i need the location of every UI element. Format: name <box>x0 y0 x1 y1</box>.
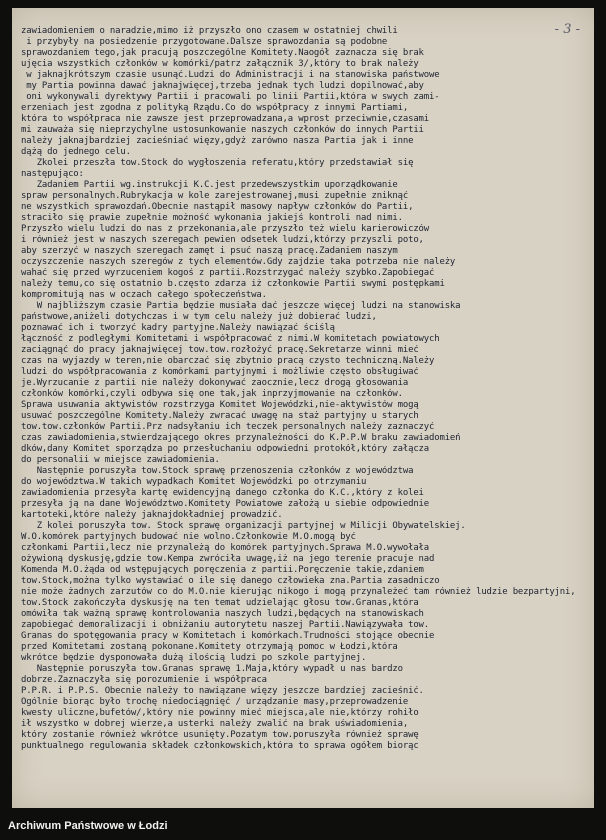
text-line: aby szerzyć w naszych szeregach zamęt i psuć naszą pracę.Zadaniem naszym <box>21 246 398 256</box>
text-line: który zostanie również wkrótce usunięty.Pozatym tow.poruszyła również sprawę <box>21 730 419 740</box>
text-line: kartoteki,które należy jaknajdokładniej prowadzić. <box>21 510 283 520</box>
text-line: kompromitują nas w oczach całego społeczeństwa. <box>21 290 267 300</box>
text-line: Zkolei przeszła tow.Stock do wygłoszenia referatu,który przedstawiał się <box>21 158 414 168</box>
text-line: do personalii w miejsce zawiadomienia. <box>21 455 220 465</box>
text-line: je.Wyrzucanie z partii nie należy dokonywać zaocznie,lecz drogą głosowania <box>21 378 409 388</box>
text-line: W.O.komórek partyjnych budować nie wolno.Członkowie M.O.mogą być <box>21 532 356 542</box>
text-line: nie może żadnych zarzutów co do M.O.nie kierując nikogo i mogą przynależeć tam również ludzie bezpartyjni, <box>21 587 576 597</box>
text-line: spraw personalnych.Rubrykacja w kole zarejestrowanej,musi zupełnie zniknąć <box>21 191 409 201</box>
text-line: omówiła tak ważną sprawę kontrolowania naszych ludzi,będących na stanowiskach <box>21 609 424 619</box>
page-number: - 3 - <box>554 22 580 37</box>
text-line: zawiadomieniem o naradzie,mimo iż przyszło ono czasem w ostatniej chwili <box>21 26 398 36</box>
text-line: Ogólnie biorąc było trochę niedociągnięć / urządzanie masy,przeprowadzenie <box>21 697 409 707</box>
text-line: państwowe,aniżeli dotychczas i w tym celu należy już dobierać ludzi, <box>21 312 377 322</box>
text-line: Komenda M.O.żąda od wstępujących poręczenia z partii.Poręczenie takie,zdaniem <box>21 565 424 575</box>
text-line: dobrze.Zaznaczyła się porozumienie i współpraca <box>21 675 267 685</box>
text-line: poznawać ich i tworzyć kadry partyjne.Należy nawiązać ściślą <box>21 323 335 333</box>
text-line: do województwa.W takich wypadkach Komitet Wojewódzki po otrzymaniu <box>21 477 367 487</box>
text-line: oni wykonywali dyrektywy Partii i pracowali po linii Partii,która w swych zami- <box>21 92 440 102</box>
text-line: my Partia powinna dawać jaknajwięcej,trzeba jednak tych ludzi dopilnować,aby <box>21 81 424 91</box>
text-line: zaciągnąć do pracy jaknajwięcej tow.tow.rozłożyć pracę.Sekretarze winni mieć <box>21 345 419 355</box>
text-line: Przyszło wielu ludzi do nas z przekonania,ale przyszło też wielu karierowiczów <box>21 224 430 234</box>
text-line: przesyła ją na dane Województwo.Komitety Powiatowe założą u siebie odpowiednie <box>21 499 430 509</box>
text-line: usuwać poszczególne Komitety.Należy zwracać uwagę na staż partyjny u starych <box>21 411 419 421</box>
text-line: w jaknajkrótszym czasie usunąć.Ludzi do Administracji i na stanowiska państwowe <box>21 70 440 80</box>
text-line: straciło się prawie zupełnie możność wykonania jakiejś kontroli nad nimi. <box>21 213 403 223</box>
text-line: członkami Partii,lecz nie przynależą do komórek partyjnych.Sprawa M.O.wywołała <box>21 543 430 553</box>
archive-footer-label: Archiwum Państwowe w Łodzi <box>8 820 168 832</box>
text-line: erzeniach jest zgodna z polityką Rządu.Co do współpracy z innymi Partiami, <box>21 103 409 113</box>
text-line: łączność z podległymi Komitetami i współpracować z nimi.W komitetach powiatowych <box>21 334 440 344</box>
text-line: zapobiegać demoralizacji i obniżaniu autorytetu naszej Partii.Nawiązywała tow. <box>21 620 430 630</box>
text-line: która to współpraca nie zawsze jest przeprowadzana,a wprost przeciwnie,czasami <box>21 114 430 124</box>
text-line: punktualnego regulowania składek członkowskich,która to sprawa ogółem biorąc <box>21 741 419 751</box>
text-line: tow.tow.członków Partii.Prz nadsyłaniu ich teczek personalnych należy zaznaczyć <box>21 422 435 432</box>
text-line: wahać się przed wyrzuceniem kogoś z partii.Rozstrzygać należy szybko.Zapobiegać <box>21 268 435 278</box>
text-line: Sprawa usuwania aktywistów rozstrzyga Komitet Wojewódzki,nie-aktywistów mogą <box>21 400 419 410</box>
text-line: Następnie poruszyła tow.Stock sprawę przenoszenia członków z województwa <box>21 466 414 476</box>
text-line: Następnie poruszyła tow.Granas sprawę 1.Maja,który wypadł u nas bardzo <box>21 664 403 674</box>
text-line: i również jest w naszych szeregach pewien odsetek ludzi,którzy przyszli poto, <box>21 235 424 245</box>
text-line: tow.Stock zakończyła dyskusję na ten temat udzielając głosu tow.Granas,która <box>21 598 419 608</box>
text-line: P.P.R. i P.P.S. Obecnie należy to nawiązane więzy jeszcze bardziej zacieśnić. <box>21 686 424 696</box>
text-line: dążą do jednego celu. <box>21 147 131 157</box>
text-line: przed Komitetami zostaną pokonane.Komitety otrzymają pomoc w Łodzi,która <box>21 642 398 652</box>
text-line: Zadaniem Partii wg.instrukcji K.C.jest przedewszystkim uporządkowanie <box>21 180 398 190</box>
text-line: ludzi do współpracowania z komórkami partyjnymi i możliwie często obsługiwać <box>21 367 419 377</box>
text-line: kwesty uliczne,bufetów/,który nie powinny mieć miejsca,ale nie,którzy rohiło <box>21 708 419 718</box>
text-line: ujęcia wszystkich członków w komórki/patrz załącznik 3/,który to brak należy <box>21 59 419 69</box>
text-line: Z kolei poruszyła tow. Stock sprawę organizacji partyjnej w Milicji Obywatelskiej. <box>21 521 466 531</box>
text-line: mi zauważa się nieprzychylne ustosunkowanie naszych członków do innych Partii <box>21 125 424 135</box>
text-line: należy temu,co się ostatnio b.często zdarza iż członkowie Partii swymi postępkami <box>21 279 445 289</box>
text-line: Granas do spotęgowania pracy w Komitetach i komórkach.Trudności stojące obecnie <box>21 631 435 641</box>
text-line: wkrótce będzie dysponowała dużą ilością ludzi po szkole partyjnej. <box>21 653 367 663</box>
text-line: ożywioną dyskusję,gdzie tow.Kempa zwróciła uwagę,iż na jego terenie pracuje nad <box>21 554 435 564</box>
text-line: ne wszystkich sprawozdań.Obecnie nastąpił masowy napływ członków do Partii, <box>21 202 414 212</box>
text-line: należy jaknajbardziej zacieśniać więzy,gdyż zarówno nasza Partia jak i inne <box>21 136 414 146</box>
document-page <box>12 8 594 808</box>
text-line: następująco: <box>21 169 84 179</box>
text-line: zawiadomienia przesyła kartę ewidencyjną danego członka do K.C.,który z kolei <box>21 488 424 498</box>
text-line: czas zawiadomienia,stwierdzającego okres przynależności do K.P.P.W braku zawiadomień <box>21 433 461 443</box>
text-line: czas na wyjazdy w teren,nie obarczać się zbytnio pracą czysto techniczną.Należy <box>21 356 435 366</box>
text-line: ił wszystko w dobrej wierze,a usterki należy zwalić na brak uświadomienia, <box>21 719 409 729</box>
text-line: oczyszczenie naszych szeregów z tych elementów.Gdy zajdzie taka potrzeba nie należy <box>21 257 456 267</box>
text-line: tow.Stock,można tylko wystawiać o ile się danego człowieka zna.Partia zasadniczo <box>21 576 440 586</box>
text-line: sprawozdaniem tego,jak pracują poszczególne Komitety.Naogół zaznacza się brak <box>21 48 424 58</box>
typewritten-text <box>21 26 587 752</box>
text-line: i przybyły na posiedzenie przygotowane.Dalsze sprawozdania są podobne <box>21 37 388 47</box>
text-line: W najbliższym czasie Partia będzie musiała dać jeszcze więcej ludzi na stanowiska <box>21 301 461 311</box>
text-line: członków komórki,czyli odbywa się one tak,jak inprzyjmowanie na członków. <box>21 389 403 399</box>
text-line: dków,dany Komitet sporządza po przesłuchaniu odpowiedni protokół,który załącza <box>21 444 430 454</box>
